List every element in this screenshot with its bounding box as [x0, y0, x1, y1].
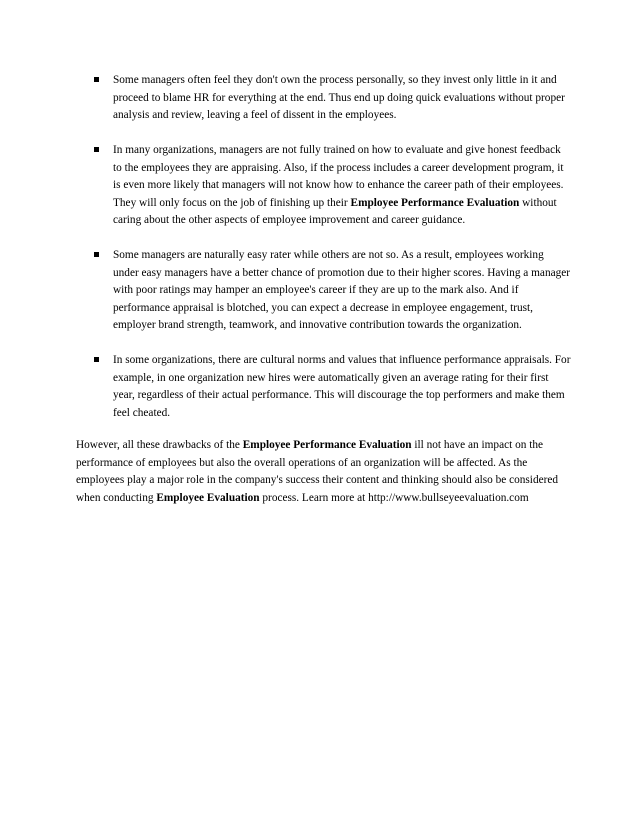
square-bullet-icon: [94, 77, 99, 82]
bullet-item: [92, 142, 572, 230]
bullet-list: [92, 72, 572, 440]
bullet-text: In many organizations, managers are not fully trained on how to evaluate and give honest feedback to the employees they are appraising. Also, if the process includes a career development program, it is even more likely that managers will not know how to enhance the career path of their employees. They will only focus on the job of finishing up their Employee Performance Evaluation without caring about the other aspects of employee improvement and career guidance.: [113, 144, 564, 226]
square-bullet-icon: [94, 252, 99, 257]
bullet-text: In some organizations, there are cultural norms and values that influence performance appraisals. For example, in one organization new hires were automatically given an average rating for their first year, regardless of their actual performance. This will discourage the top performers and make them feel cheated.: [113, 354, 571, 419]
bold-term: Employee Performance Evaluation: [350, 196, 520, 209]
bold-term: Employee Performance Evaluation: [242, 439, 412, 451]
closing-paragraph: However, all these drawbacks of the Employee Performance Evaluation ill not have an impact on the performance of employees but also the overall operations of an organization will be affected. As the employees play a major role in the company's success their content and thinking should also be considered when conducting Employee Evaluation process. Learn more at http://www.bullseyeevaluation.com: [76, 439, 559, 504]
bullet-text: Some managers often feel they don't own the process personally, so they invest only little in it and proceed to blame HR for everything at the end. Thus end up doing quick evaluations without proper analysis and review, leaving a feel of dissent in the employees.: [113, 74, 565, 121]
bullet-text: Some managers are naturally easy rater while others are not so. As a result, employees working under easy managers have a better chance of promotion due to their higher scores. Having a manager with poor ratings may hamper an employee's career if they are up to the mark also. And if performance appraisal is blotched, you can expect a decrease in employee engagement, trust, employer brand strength, teamwork, and innovative contribution towards the organization.: [113, 249, 571, 331]
bullet-item: [92, 247, 572, 335]
square-bullet-icon: [94, 147, 99, 152]
bullet-item: [92, 72, 572, 125]
bold-term: Employee Evaluation: [156, 491, 260, 504]
square-bullet-icon: [94, 357, 99, 362]
bullet-item: [92, 352, 572, 422]
